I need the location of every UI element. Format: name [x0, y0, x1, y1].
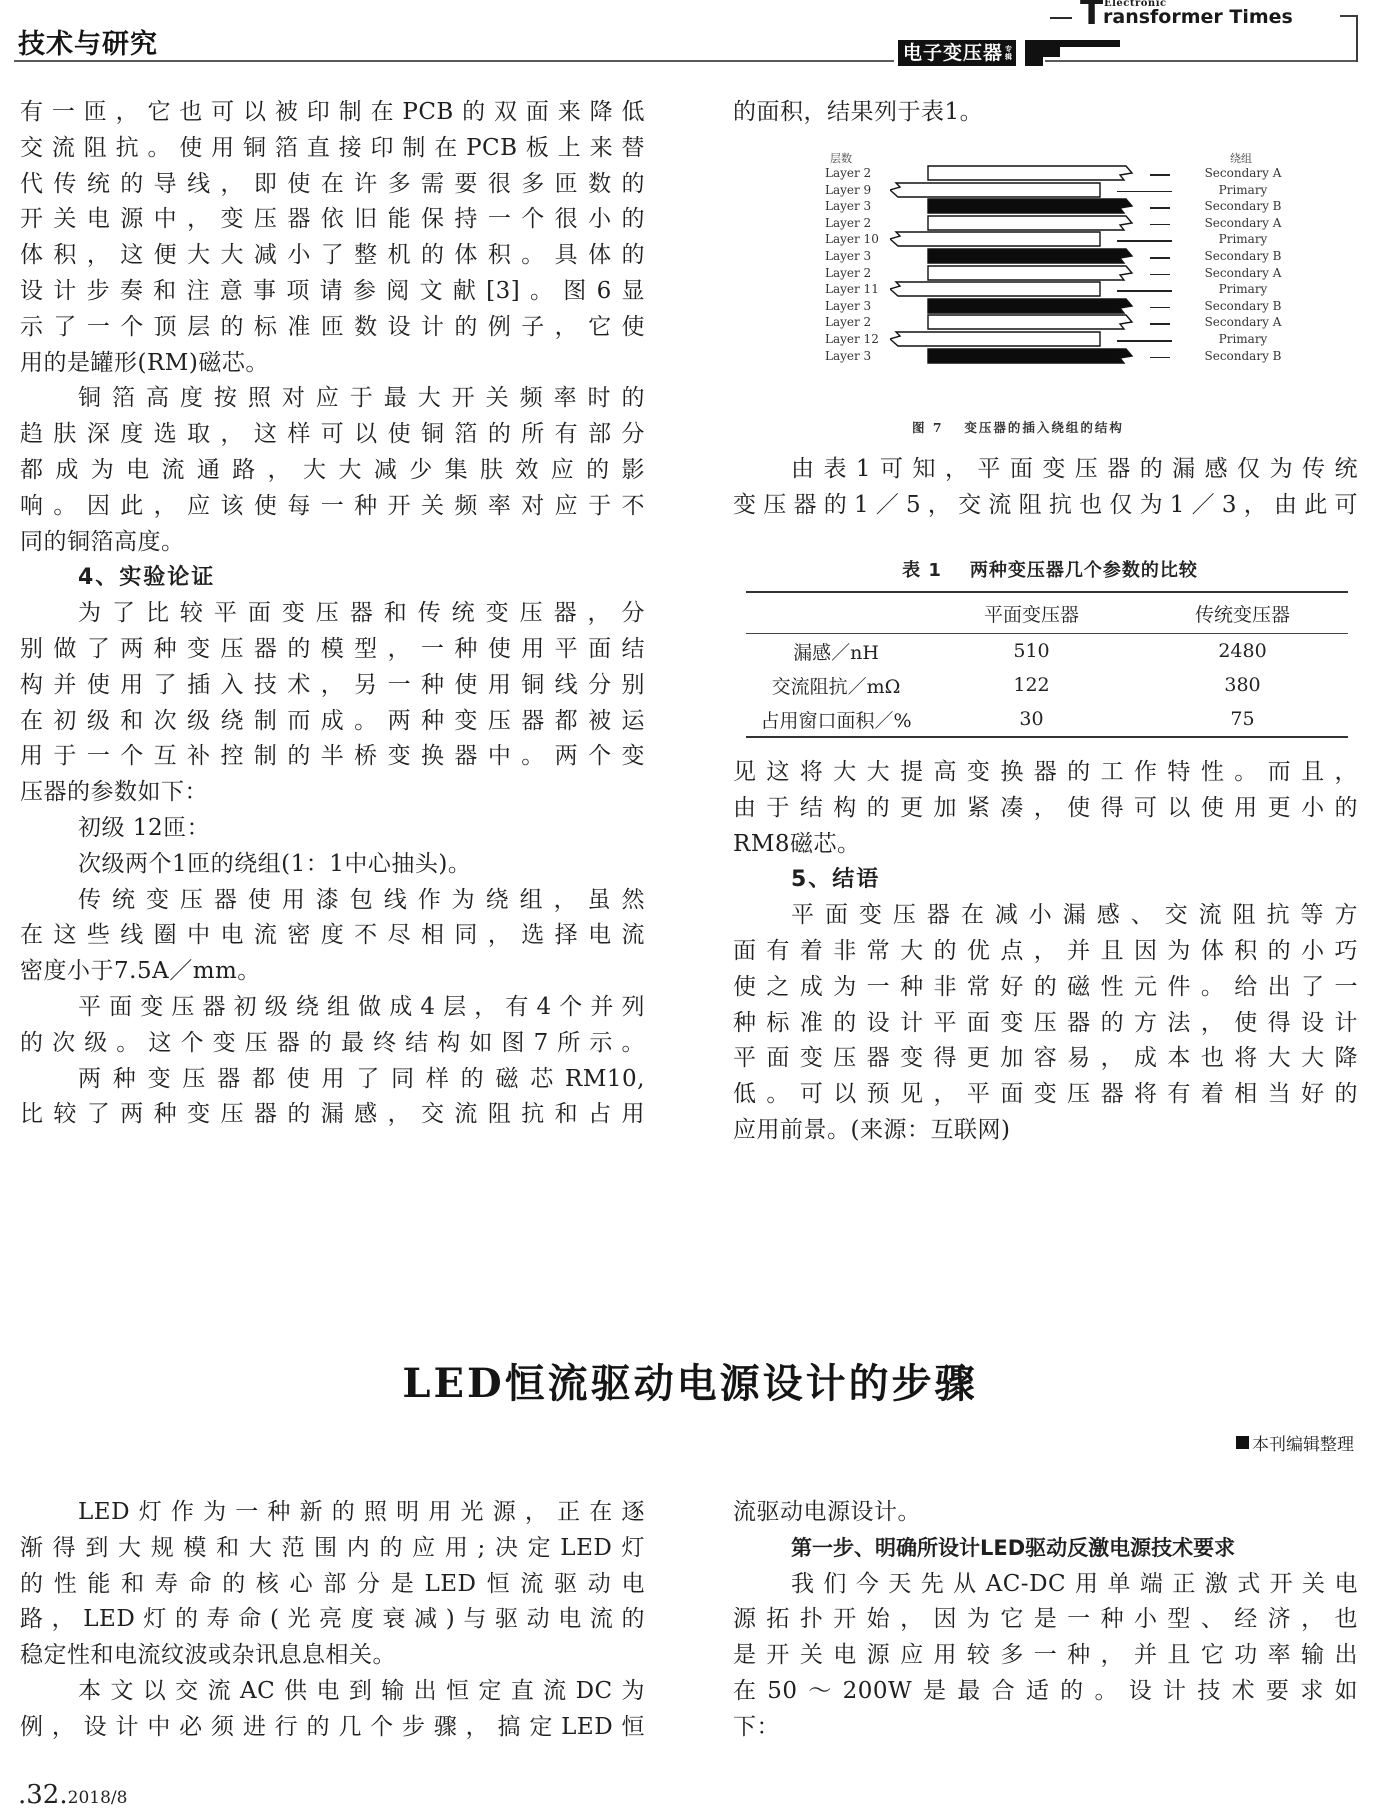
layer-label: Layer 9	[825, 182, 872, 197]
winding-label: Primary	[1218, 282, 1268, 297]
text-line: 例，设计中必须进行的几个步骤，搞定LED恒	[20, 1713, 645, 1740]
header-rule-right	[1045, 60, 1357, 62]
comparison-table	[746, 591, 1348, 738]
winding-label: Secondary A	[1204, 265, 1282, 280]
section-title: 技术与研究	[18, 29, 158, 60]
text-line: 次级两个1匝的绕组(1：1中心抽头)。	[78, 850, 472, 877]
text-line: 低。可以预见，平面变压器将有着相当好的	[733, 1081, 1358, 1108]
lead-line	[1150, 357, 1170, 359]
text-line: 都成为电流通路，大大减少集肤效应的影	[20, 456, 645, 483]
text-line: 下：	[733, 1713, 780, 1740]
text-line: 响。因此，应该使每一种开关频率对应于不	[20, 492, 645, 519]
figure-caption: 图 7 变压器的插入绕组的结构	[912, 420, 1124, 435]
article2-title: LED恒流驱动电源设计的步骤	[402, 1360, 978, 1407]
secondary-a-winding-bar	[890, 314, 1190, 331]
logo-special-edition	[1005, 45, 1012, 61]
secondary-b-winding-bar	[890, 248, 1190, 265]
text-line: 传统变压器使用漆包线作为绕组，虽然	[78, 886, 645, 913]
table-header-cell: 传统变压器	[1194, 603, 1290, 626]
table-row	[746, 702, 1348, 737]
table-cell: 2480	[1218, 640, 1267, 662]
text-line: 同的铜箔高度。	[20, 528, 185, 555]
text-line: 有一匝，它也可以被印制在PCB的双面来降低	[20, 99, 645, 125]
table-cell: 交流阻抗／mΩ	[771, 675, 901, 698]
text-line: 初级 12匝：	[78, 814, 211, 841]
text-line: 用的是罐形(RM)磁芯。	[20, 349, 269, 376]
logo-step-decoration	[1025, 40, 1120, 47]
table-cell: 占用窗口面积／%	[760, 709, 912, 732]
text-line: 铜箔高度按照对应于最大开关频率时的	[78, 385, 645, 412]
text-line: 比较了两种变压器的漏感，交流阻抗和占用	[20, 1101, 645, 1128]
winding-label: Secondary A	[1204, 215, 1282, 230]
secondary-b-winding-bar	[890, 198, 1190, 215]
winding-label: Primary	[1218, 332, 1268, 346]
table-row	[746, 668, 1348, 702]
text-line: 应用前景。(来源：互联网)	[733, 1116, 1011, 1143]
article1-right-column-top	[733, 95, 1358, 131]
text-line: 种标准的设计平面变压器的方法，使得设计	[733, 1009, 1358, 1036]
winding-label: Secondary B	[1204, 249, 1282, 263]
text-line: 压器的参数如下：	[20, 779, 208, 806]
text-line: 在50～200W是最合适的。设计技术要求如	[733, 1677, 1358, 1704]
table-header-row	[746, 592, 1348, 634]
text-line: 变压器的1／5，交流阻抗也仅为1／3，由此可	[733, 491, 1358, 518]
page-number: .32.	[18, 1780, 68, 1810]
secondary-a-winding-bar	[890, 215, 1190, 232]
winding-label: Primary	[1218, 232, 1268, 247]
table-cell: 75	[1230, 708, 1255, 730]
secondary-a-winding-bar	[890, 165, 1190, 182]
winding-label: Secondary B	[1204, 348, 1282, 363]
text-line: 在这些线圈中电流密度不尽相同，选择电流	[20, 922, 645, 949]
text-line: 我们今天先从AC-DC用单端正激式开关电	[791, 1570, 1358, 1597]
text-line: 稳定性和电流纹波或杂讯息息相关。	[20, 1642, 396, 1669]
byline-text: 本刊编辑整理	[1252, 1435, 1354, 1455]
lead-line	[1117, 290, 1172, 292]
text-line: 两种变压器都使用了同样的磁芯RM10,	[78, 1065, 645, 1092]
table-cell: 30	[1019, 708, 1044, 730]
layer-label: Layer 10	[825, 232, 879, 247]
text-line: 设计步奏和注意事项请参阅文献[3]。图6显	[20, 277, 645, 304]
text-line: LED灯作为一种新的照明用光源，正在逐	[78, 1499, 645, 1525]
article1-left-column	[20, 95, 645, 1133]
text-line: 平面变压器初级绕组做成4层，有4个并列	[78, 993, 645, 1020]
layer-label: Layer 12	[825, 332, 879, 346]
magazine-brand-name: ransformer Times	[1103, 6, 1293, 28]
brand-dash	[1050, 17, 1072, 19]
text-line: 别做了两种变压器的模型，一种使用平面结	[20, 635, 645, 662]
winding-label: Secondary B	[1204, 199, 1282, 214]
header-bracket-top	[1340, 15, 1358, 17]
page-folio	[18, 1780, 127, 1810]
winding-label: Primary	[1218, 182, 1268, 197]
text-line: 为了比较平面变压器和传统变压器，分	[78, 600, 645, 627]
logo-special-1: 专	[1005, 45, 1013, 53]
text-line: 开关电源中，变压器依旧能保持一个很小的	[20, 206, 645, 233]
layer-label: Layer 11	[825, 282, 879, 297]
text-line: 本文以交流AC供电到输出恒定直流DC为	[78, 1677, 645, 1704]
text-line: 的性能和寿命的核心部分是LED恒流驱动电	[20, 1570, 645, 1597]
layer-label: Layer 3	[825, 199, 872, 214]
magazine-logo	[898, 40, 1016, 66]
layer-label: Layer 3	[825, 249, 872, 263]
layer-label: Layer 3	[825, 298, 872, 313]
text-line: 用于一个互补控制的半桥变换器中。两个变	[20, 743, 645, 770]
text-line: RM8磁芯。	[733, 830, 861, 857]
article2-right-column	[733, 1495, 1358, 1746]
header-bracket	[1356, 15, 1358, 62]
lead-line	[1150, 323, 1170, 325]
text-line: 是开关电源应用较多一种，并且它功率输出	[733, 1642, 1358, 1669]
figure-7	[820, 152, 1340, 445]
magazine-brand-electronic: Electronic	[1104, 0, 1167, 9]
text-line: 见这将大大提高变换器的工作特性。而且，	[733, 759, 1358, 785]
lead-line	[1117, 340, 1172, 342]
layer-label: Layer 2	[825, 215, 872, 230]
table-cell: 510	[1013, 640, 1050, 662]
lead-line	[1150, 224, 1170, 226]
magazine-brand-T: T	[1080, 0, 1104, 33]
table-number: 表 1	[902, 560, 942, 581]
lead-line	[1150, 307, 1170, 309]
text-line: 渐得到大规模和大范围内的应用;决定LED灯	[20, 1534, 645, 1561]
text-line: 平面变压器在减小漏感、交流阻抗等方	[791, 902, 1358, 929]
article1-right-column-bottom	[733, 755, 1358, 1149]
table-cell: 漏感／nH	[793, 641, 879, 664]
lead-line	[1150, 207, 1170, 209]
logo-step-decoration	[1025, 57, 1043, 66]
text-line: 的次级。这个变压器的最终结构如图7所示。	[20, 1029, 645, 1056]
issue-date: 2018/8	[67, 1788, 128, 1808]
winding-label: Secondary A	[1204, 166, 1282, 180]
lead-line	[1150, 174, 1170, 176]
lead-line	[1150, 257, 1170, 259]
logo-special-2: 辑	[1005, 53, 1013, 61]
text-line: 流驱动电源设计。	[733, 1499, 921, 1525]
text-line: 平面变压器变得更加容易，成本也将大大降	[733, 1045, 1358, 1072]
secondary-a-winding-bar	[890, 265, 1190, 282]
secondary-b-winding-bar	[890, 298, 1190, 315]
figure-header-windings: 绕组	[1230, 152, 1252, 165]
table-title	[730, 556, 1370, 582]
text-line: 代传统的导线，即使在许多需要很多匝数的	[20, 170, 645, 197]
layer-label: Layer 2	[825, 265, 872, 280]
secondary-b-winding-bar	[890, 348, 1190, 365]
table-row	[746, 634, 1348, 669]
text-line: 示了一个顶层的标准匝数设计的例子，它使	[20, 313, 645, 340]
table-caption: 两种变压器几个参数的比较	[969, 560, 1198, 581]
text-line: 体积，这便大大减小了整机的体积。具体的	[20, 242, 645, 269]
lead-line	[1150, 274, 1170, 276]
table-cell: 380	[1224, 674, 1261, 696]
text-line: 路，LED灯的寿命(光亮度衰减)与驱动电流的	[20, 1606, 645, 1633]
text-line: 由于结构的更加紧凑，使得可以使用更小的	[733, 794, 1358, 821]
text-line: 由表1可知，平面变压器的漏感仅为传统	[791, 456, 1358, 482]
layer-label: Layer 2	[825, 315, 872, 330]
figure-layer-row	[820, 347, 1340, 366]
winding-label: Secondary B	[1204, 298, 1282, 313]
text-line: 使之成为一种非常好的磁性元件。给出了一	[733, 973, 1358, 1000]
winding-label: Secondary A	[1204, 315, 1282, 330]
table-header-cell	[746, 592, 926, 634]
byline-square-icon	[1236, 1436, 1249, 1449]
article2-left-column	[20, 1495, 645, 1746]
section-heading: 4、实验论证	[78, 565, 216, 591]
text-line: 的面积，结果列于表1。	[733, 99, 984, 125]
lead-line	[1117, 191, 1172, 193]
section-heading: 第一步、明确所设计LED驱动反激电源技术要求	[791, 1535, 1236, 1560]
article1-right-column-mid	[733, 452, 1358, 524]
text-line: 源拓扑开始，因为它是一种小型、经济，也	[733, 1606, 1358, 1633]
text-line: 在初级和次级绕制而成。两种变压器都被运	[20, 707, 645, 734]
lead-line	[1117, 240, 1172, 242]
layer-label: Layer 2	[825, 166, 872, 180]
text-line: 趋肤深度选取，这样可以使铜箔的所有部分	[20, 421, 645, 448]
text-line: 交流阻抗。使用铜箔直接印制在PCB板上来替	[20, 134, 645, 161]
layer-label: Layer 3	[825, 348, 872, 363]
table-header-cell: 平面变压器	[983, 603, 1079, 626]
section-heading: 5、结语	[791, 867, 881, 893]
table-cell: 122	[1013, 674, 1050, 696]
text-line: 构并使用了插入技术，另一种使用铜线分别	[20, 671, 645, 698]
byline	[1236, 1430, 1354, 1455]
logo-step-decoration	[1025, 47, 1060, 57]
header-rule	[14, 60, 894, 62]
text-line: 密度小于7.5A／mm。	[20, 958, 261, 985]
figure-header-layers: 层数	[830, 152, 852, 165]
text-line: 面有着非常大的优点，并且因为体积的小巧	[733, 937, 1358, 964]
logo-text: 电子变压器	[903, 42, 1004, 64]
